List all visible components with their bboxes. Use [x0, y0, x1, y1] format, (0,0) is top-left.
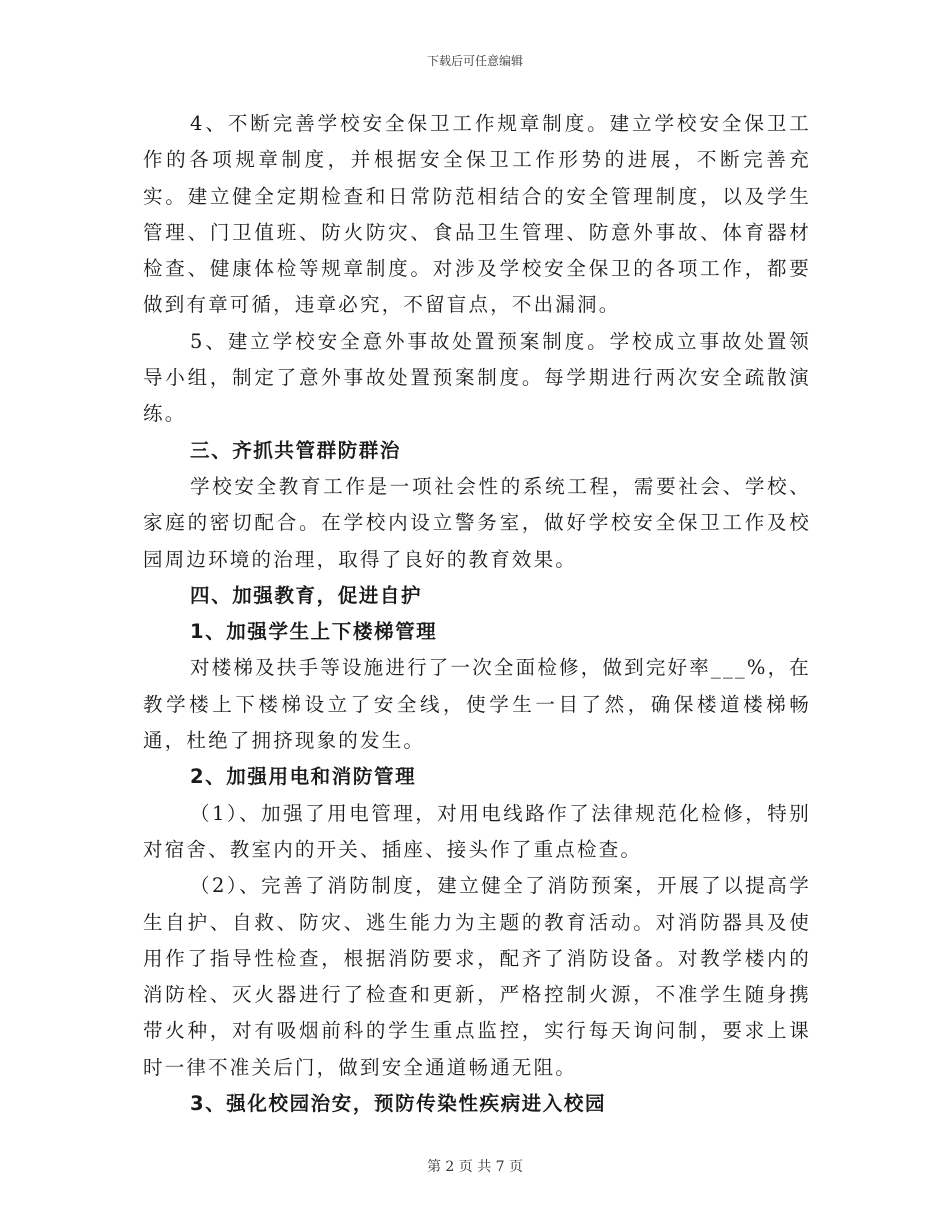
document-body	[143, 106, 811, 1122]
section-heading-three: 三、齐抓共管群防群治	[190, 438, 402, 462]
subheading-electric-fire: 2、加强用电和消防管理	[190, 765, 417, 789]
paragraph-stairs: 对楼梯及扶手等设施进行了一次全面检修，做到完好率___%，在教学楼上下楼梯设立了安全线，使学生一目了然，确保楼道楼梯畅通，杜绝了拥挤现象的发生。	[143, 656, 811, 753]
page-footer: 第 2 页 共 7 页	[426, 1159, 524, 1175]
paragraph-electric: （1）、加强了用电管理，对用电线路作了法律规范化检修，特别对宿舍、教室内的开关、插座、接头作了重点检查。	[143, 801, 811, 861]
page-header: 下载后可任意编辑	[426, 54, 523, 68]
paragraph-fire: （2）、完善了消防制度，建立健全了消防预案，开展了以提高学生自护、自救、防灾、逃生能力为主题的教育活动。对消防器具及使用作了指导性检查，根据消防要求，配齐了消防设备。对教学楼内的消防栓、灭火器进行了检查和更新，严格控制火源，不准学生随身携带火种，对有吸烟前科的学生重点监控，实行每天询问制，要求上课时一律不准关后门，做到安全通道畅通无阻。	[143, 874, 811, 1079]
paragraph-emergency-plan: 5、建立学校安全意外事故处置预案制度。学校成立事故处置领导小组，制定了意外事故处置预案制度。每学期进行两次安全疏散演练。	[143, 329, 811, 426]
subheading-stairs: 1、加强学生上下楼梯管理	[190, 620, 438, 644]
section-heading-four: 四、加强教育，促进自护	[190, 583, 423, 607]
paragraph-social-cooperation: 学校安全教育工作是一项社会性的系统工程，需要社会、学校、家庭的密切配合。在学校内设立警务室，做好学校安全保卫工作及校园周边环境的治理，取得了良好的教育效果。	[143, 474, 811, 571]
subheading-campus-security: 3、强化校园治安，预防传染性疾病进入校园	[190, 1092, 607, 1116]
paragraph-rules-system: 4、不断完善学校安全保卫工作规章制度。建立学校安全保卫工作的各项规章制度，并根据安全保卫工作形势的进展，不断完善充实。建立健全定期检查和日常防范相结合的安全管理制度，以及学生管理、门卫值班、防火防灾、食品卫生管理、防意外事故、体育器材检查、健康体检等规章制度。对涉及学校安全保卫的各项工作，都要做到有章可循，违章必究，不留盲点，不出漏洞。	[143, 112, 811, 317]
